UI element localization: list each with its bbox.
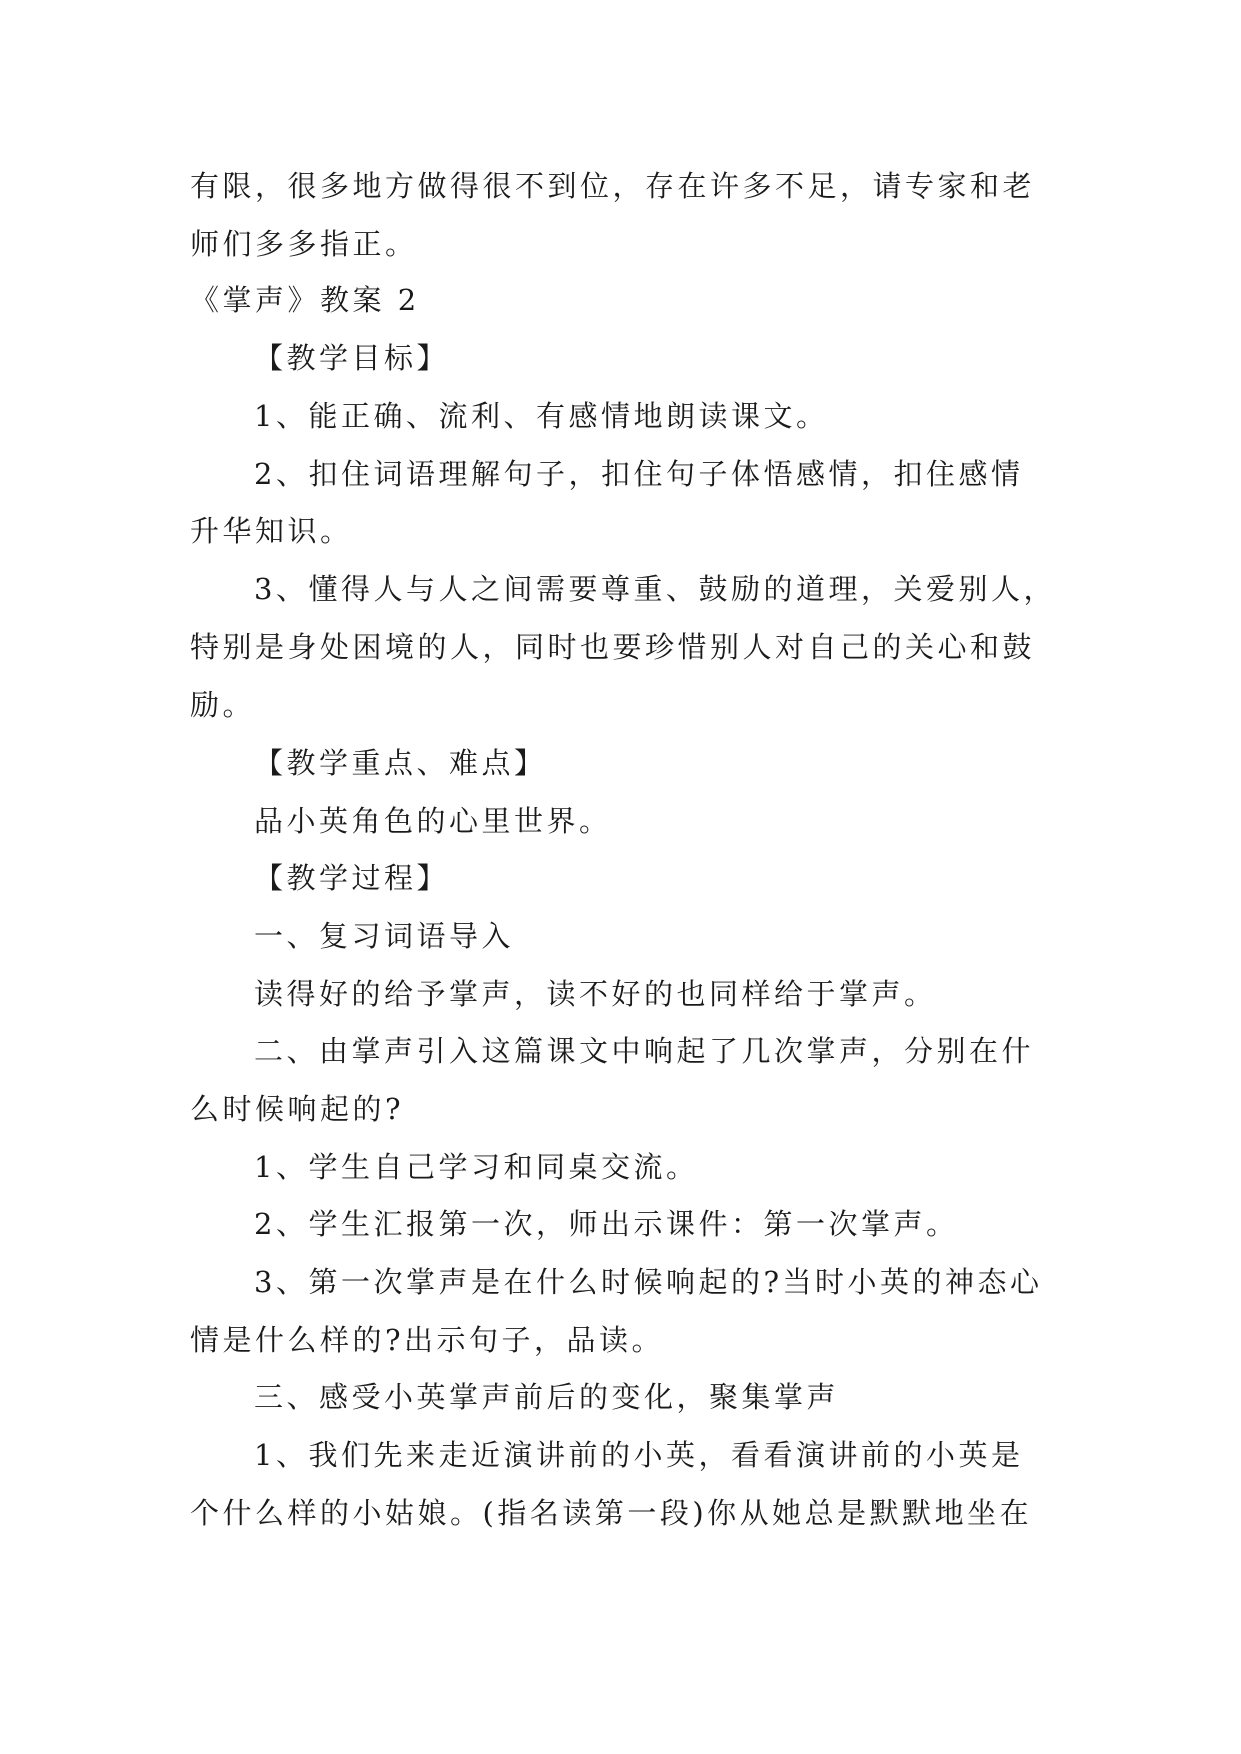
text-line: 品小英角色的心里世界。 [254, 804, 612, 838]
text-line: 读得好的给予掌声，读不好的也同样给于掌声。 [254, 977, 937, 1011]
text-line: 特别是身处困境的人，同时也要珍惜别人对自己的关心和鼓 [190, 630, 1036, 664]
text-line: 二、由掌声引入这篇课文中响起了几次掌声，分别在什 [254, 1034, 1035, 1068]
section-heading: 【教学重点、难点】 [254, 746, 547, 780]
text-line: 1、我们先来走近演讲前的小英，看看演讲前的小英是 [254, 1438, 1024, 1472]
text-line: 有限，很多地方做得很不到位，存在许多不足，请专家和老 [190, 169, 1036, 203]
text-line: 么时候响起的? [190, 1092, 405, 1126]
text-line: 3、第一次掌声是在什么时候响起的?当时小英的神态心 [254, 1265, 1043, 1299]
section-heading: 【教学目标】 [254, 341, 450, 375]
text-line: 升华知识。 [190, 514, 353, 548]
text-line: 1、学生自己学习和同桌交流。 [254, 1150, 699, 1184]
text-line: 个什么样的小姑娘。(指名读第一段)你从她总是默默地坐在 [190, 1496, 1033, 1530]
text-line: 励。 [190, 688, 256, 722]
text-line: 师们多多指正。 [190, 227, 418, 261]
section-heading: 【教学过程】 [254, 861, 450, 895]
text-line: 情是什么样的?出示句子，品读。 [190, 1323, 665, 1357]
text-line: 一、复习词语导入 [254, 919, 515, 953]
text-line: 3、懂得人与人之间需要尊重、鼓励的道理，关爱别人， [254, 572, 1056, 606]
text-line: 2、学生汇报第一次，师出示课件：第一次掌声。 [254, 1207, 959, 1241]
section-title: 《掌声》教案 2 [190, 283, 420, 317]
text-line: 2、扣住词语理解句子，扣住句子体悟感情，扣住感情 [254, 457, 1024, 491]
text-line: 三、感受小英掌声前后的变化，聚集掌声 [254, 1380, 840, 1414]
text-line: 1、能正确、流利、有感情地朗读课文。 [254, 399, 829, 433]
